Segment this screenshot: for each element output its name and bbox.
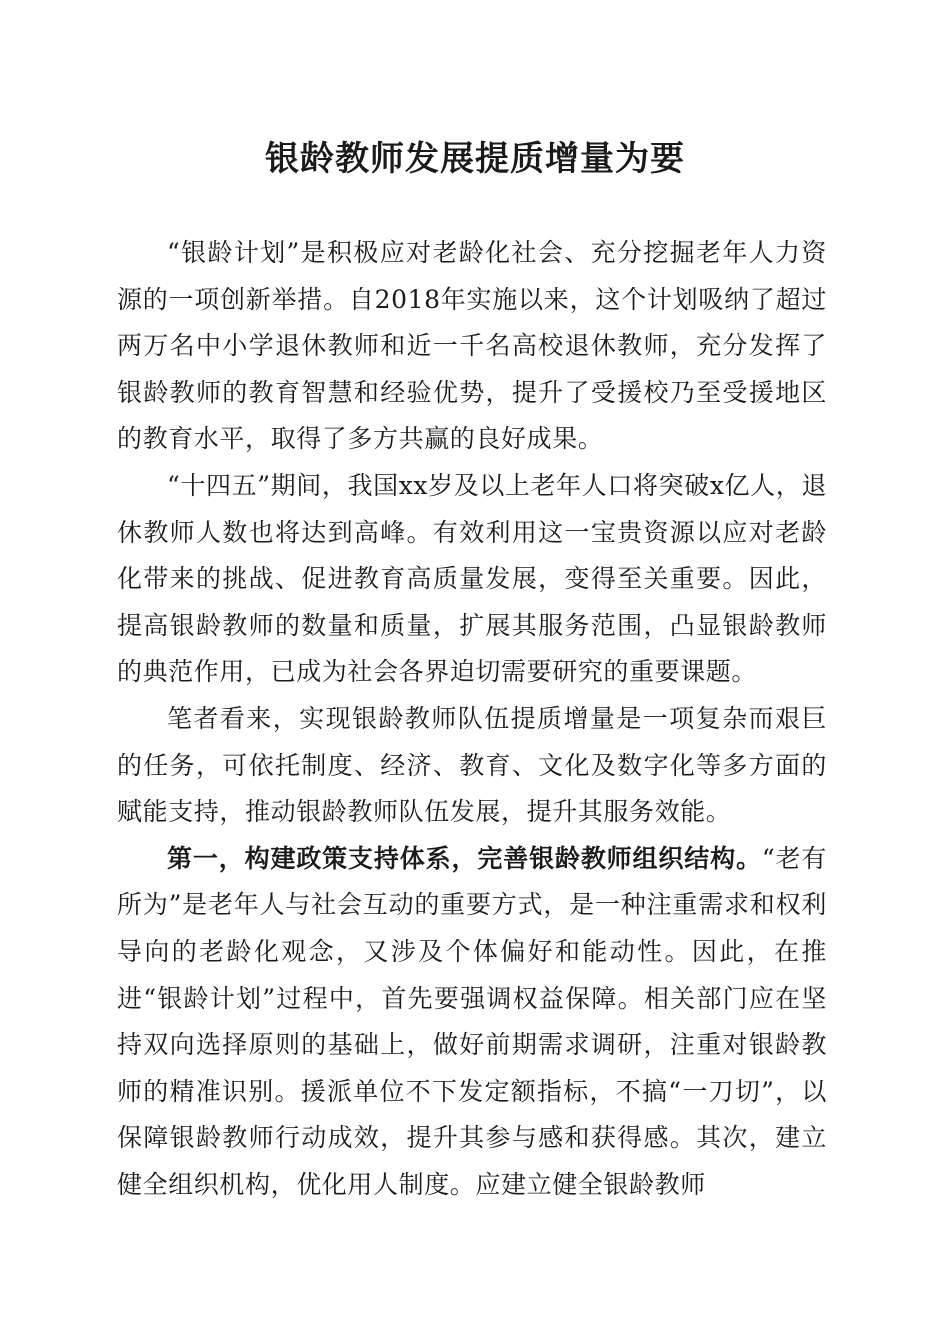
- document-title: 银龄教师发展提质增量为要: [265, 139, 685, 179]
- paragraph-4: [117, 836, 827, 1209]
- paragraph-4-lead: 第一，构建政策支持体系，完善银龄教师组织结构。: [167, 843, 762, 873]
- paragraph-4-text: “老有所为”是老年人与社会互动的重要方式，是一种注重需求和权利导向的老龄化观念，又涉及个体偏好和能动性。因此，在推进“银龄计划”过程中，首先要强调权益保障。相关部门应在坚持双向选择原则的基础上，做好前期需求调研，注重对银龄教师的精准识别。援派单位不下发定额指标，不搞“一刀切”，以保障银龄教师行动成效，提升其参与感和获得感。其次，建立健全组织机构，优化用人制度。应建立健全银龄教师: [117, 843, 827, 1199]
- document-body: [117, 230, 827, 1208]
- paragraph-3: 笔者看来，实现银龄教师队伍提质增量是一项复杂而艰巨的任务，可依托制度、经济、教育、文化及数字化等多方面的赋能支持，推动银龄教师队伍发展，提升其服务效能。: [117, 703, 827, 827]
- paragraph-1: “银龄计划”是积极应对老龄化社会、充分挖掘老年人力资源的一项创新举措。自2018年实施以来，这个计划吸纳了超过两万名中小学退休教师和近一千名高校退休教师，充分发挥了银龄教师的教育智慧和经验优势，提升了受援校乃至受援地区的教育水平，取得了多方共赢的良好成果。: [117, 238, 827, 454]
- paragraph-2: “十四五”期间，我国xx岁及以上老年人口将突破x亿人，退休教师人数也将达到高峰。有效利用这一宝贵资源以应对老龄化带来的挑战、促进教育高质量发展，变得至关重要。因此，提高银龄教师的数量和质量，扩展其服务范围，凸显银龄教师的典范作用，已成为社会各界迫切需要研究的重要课题。: [117, 470, 827, 687]
